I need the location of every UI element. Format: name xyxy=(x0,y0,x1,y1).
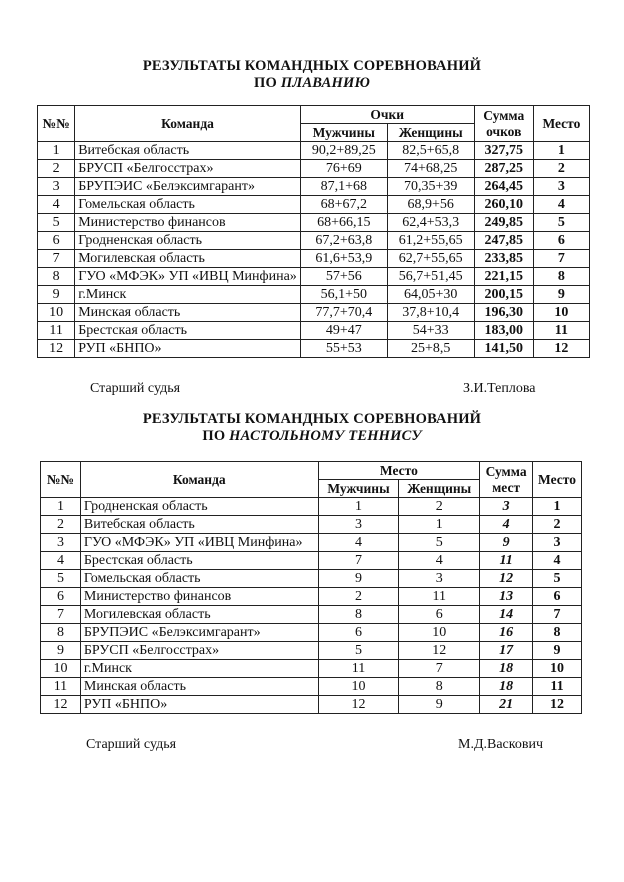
team-name: БРУСП «Белгосстрах» xyxy=(75,160,301,178)
sum-value: 12 xyxy=(480,570,533,588)
team-name: РУП «БНПО» xyxy=(75,340,301,358)
header-men: Мужчины xyxy=(318,480,399,498)
team-name: Министерство финансов xyxy=(75,214,301,232)
sum-value: 18 xyxy=(480,678,533,696)
swimming-title-line1: РЕЗУЛЬТАТЫ КОМАНДНЫХ СОРЕВНОВАНИЙ xyxy=(142,58,482,74)
row-number: 12 xyxy=(41,696,81,714)
sum-value: 260,10 xyxy=(474,196,533,214)
table-row xyxy=(38,232,590,250)
team-name: Могилевская область xyxy=(80,606,318,624)
men-value: 76+69 xyxy=(300,160,387,178)
women-value: 6 xyxy=(399,606,480,624)
women-value: 74+68,25 xyxy=(387,160,474,178)
tennis-sport-name: НАСТОЛЬНОМУ ТЕННИСУ xyxy=(229,428,422,444)
men-value: 68+66,15 xyxy=(300,214,387,232)
row-number: 9 xyxy=(38,286,75,304)
header-team: Команда xyxy=(80,462,318,498)
sum-value: 141,50 xyxy=(474,340,533,358)
table-row xyxy=(38,214,590,232)
row-number: 12 xyxy=(38,340,75,358)
men-value: 4 xyxy=(318,534,399,552)
men-value: 5 xyxy=(318,642,399,660)
row-number: 2 xyxy=(38,160,75,178)
tennis-judge-label: Старший судья xyxy=(86,737,177,752)
men-value: 9 xyxy=(318,570,399,588)
team-name: Брестская область xyxy=(75,322,301,340)
women-value: 37,8+10,4 xyxy=(387,304,474,322)
men-value: 49+47 xyxy=(300,322,387,340)
women-value: 61,2+55,65 xyxy=(387,232,474,250)
row-number: 11 xyxy=(38,322,75,340)
header-place: Место xyxy=(533,462,582,498)
team-name: БРУПЭИС «Белэксимгарант» xyxy=(75,178,301,196)
table-row xyxy=(38,286,590,304)
sum-value: 9 xyxy=(480,534,533,552)
sum-value: 17 xyxy=(480,642,533,660)
row-number: 4 xyxy=(38,196,75,214)
place-value: 12 xyxy=(533,696,582,714)
row-number: 8 xyxy=(41,624,81,642)
swimming-results-table xyxy=(37,105,590,358)
header-num: №№ xyxy=(41,462,81,498)
table-row xyxy=(41,516,582,534)
tennis-title-line1: РЕЗУЛЬТАТЫ КОМАНДНЫХ СОРЕВНОВАНИЙ xyxy=(142,411,482,427)
sum-value: 183,00 xyxy=(474,322,533,340)
sum-value: 287,25 xyxy=(474,160,533,178)
row-number: 5 xyxy=(41,570,81,588)
tennis-results-table xyxy=(40,461,582,714)
women-value: 70,35+39 xyxy=(387,178,474,196)
team-name: Витебская область xyxy=(75,142,301,160)
sum-value: 18 xyxy=(480,660,533,678)
team-name: Гомельская область xyxy=(75,196,301,214)
swimming-title-line2: ПО ПЛАВАНИЮ xyxy=(254,75,370,91)
header-points: Очки xyxy=(300,106,474,124)
sum-value: 249,85 xyxy=(474,214,533,232)
team-name: Гродненская область xyxy=(80,498,318,516)
men-value: 6 xyxy=(318,624,399,642)
row-number: 6 xyxy=(41,588,81,606)
row-number: 3 xyxy=(41,534,81,552)
team-name: Минская область xyxy=(80,678,318,696)
women-value: 3 xyxy=(399,570,480,588)
team-name: г.Минск xyxy=(80,660,318,678)
row-number: 9 xyxy=(41,642,81,660)
place-value: 4 xyxy=(533,196,589,214)
team-name: БРУПЭИС «Белэксимгарант» xyxy=(80,624,318,642)
place-value: 10 xyxy=(533,304,589,322)
men-value: 57+56 xyxy=(300,268,387,286)
women-value: 7 xyxy=(399,660,480,678)
women-value: 68,9+56 xyxy=(387,196,474,214)
women-value: 12 xyxy=(399,642,480,660)
sum-value: 16 xyxy=(480,624,533,642)
table-row xyxy=(38,196,590,214)
team-name: РУП «БНПО» xyxy=(80,696,318,714)
row-number: 6 xyxy=(38,232,75,250)
table-row xyxy=(41,570,582,588)
tennis-title xyxy=(0,411,624,445)
row-number: 3 xyxy=(38,178,75,196)
header-place-group: Место xyxy=(318,462,480,480)
team-name: ГУО «МФЭК» УП «ИВЦ Минфина» xyxy=(75,268,301,286)
table-row xyxy=(41,642,582,660)
place-value: 9 xyxy=(533,642,582,660)
sum-value: 14 xyxy=(480,606,533,624)
women-value: 4 xyxy=(399,552,480,570)
header-sum: Сумма мест xyxy=(480,462,533,498)
place-value: 12 xyxy=(533,340,589,358)
table-row xyxy=(38,322,590,340)
women-value: 82,5+65,8 xyxy=(387,142,474,160)
place-value: 6 xyxy=(533,588,582,606)
men-value: 12 xyxy=(318,696,399,714)
table-row xyxy=(38,250,590,268)
table-row xyxy=(38,340,590,358)
sum-value: 264,45 xyxy=(474,178,533,196)
team-name: Гомельская область xyxy=(80,570,318,588)
team-name: БРУСП «Белгосстрах» xyxy=(80,642,318,660)
table-row xyxy=(41,696,582,714)
women-value: 5 xyxy=(399,534,480,552)
men-value: 55+53 xyxy=(300,340,387,358)
team-name: Брестская область xyxy=(80,552,318,570)
place-value: 3 xyxy=(533,178,589,196)
place-value: 1 xyxy=(533,142,589,160)
sum-value: 13 xyxy=(480,588,533,606)
sum-value: 233,85 xyxy=(474,250,533,268)
team-name: Могилевская область xyxy=(75,250,301,268)
sum-value: 3 xyxy=(480,498,533,516)
women-value: 1 xyxy=(399,516,480,534)
women-value: 11 xyxy=(399,588,480,606)
women-value: 54+33 xyxy=(387,322,474,340)
men-value: 7 xyxy=(318,552,399,570)
header-women: Женщины xyxy=(399,480,480,498)
header-sum: Сумма очков xyxy=(474,106,533,142)
place-value: 5 xyxy=(533,570,582,588)
table-row xyxy=(41,498,582,516)
header-team: Команда xyxy=(75,106,301,142)
place-value: 11 xyxy=(533,322,589,340)
sum-value: 21 xyxy=(480,696,533,714)
team-name: Гродненская область xyxy=(75,232,301,250)
team-name: Минская область xyxy=(75,304,301,322)
women-value: 2 xyxy=(399,498,480,516)
tennis-judge-name: М.Д.Васкович xyxy=(458,737,543,752)
team-name: Витебская область xyxy=(80,516,318,534)
table-row xyxy=(41,660,582,678)
men-value: 61,6+53,9 xyxy=(300,250,387,268)
men-value: 68+67,2 xyxy=(300,196,387,214)
swimming-sport-name: ПЛАВАНИЮ xyxy=(280,75,370,91)
table-row xyxy=(41,624,582,642)
women-value: 62,7+55,65 xyxy=(387,250,474,268)
table-row xyxy=(41,678,582,696)
header-num: №№ xyxy=(38,106,75,142)
sum-value: 327,75 xyxy=(474,142,533,160)
place-value: 1 xyxy=(533,498,582,516)
sum-value: 200,15 xyxy=(474,286,533,304)
sum-value: 196,30 xyxy=(474,304,533,322)
place-value: 7 xyxy=(533,606,582,624)
swimming-title xyxy=(0,58,624,92)
table-row xyxy=(41,588,582,606)
swimming-judge-name: З.И.Теплова xyxy=(463,381,536,396)
row-number: 7 xyxy=(38,250,75,268)
row-number: 11 xyxy=(41,678,81,696)
row-number: 7 xyxy=(41,606,81,624)
men-value: 8 xyxy=(318,606,399,624)
table-row xyxy=(41,534,582,552)
sum-value: 247,85 xyxy=(474,232,533,250)
place-value: 8 xyxy=(533,624,582,642)
women-value: 25+8,5 xyxy=(387,340,474,358)
team-name: г.Минск xyxy=(75,286,301,304)
table-row xyxy=(38,142,590,160)
place-value: 2 xyxy=(533,516,582,534)
place-value: 7 xyxy=(533,250,589,268)
women-value: 64,05+30 xyxy=(387,286,474,304)
place-value: 4 xyxy=(533,552,582,570)
row-number: 8 xyxy=(38,268,75,286)
men-value: 3 xyxy=(318,516,399,534)
women-value: 62,4+53,3 xyxy=(387,214,474,232)
place-value: 3 xyxy=(533,534,582,552)
table-row xyxy=(38,178,590,196)
men-value: 77,7+70,4 xyxy=(300,304,387,322)
header-men: Мужчины xyxy=(300,124,387,142)
women-value: 8 xyxy=(399,678,480,696)
table-row xyxy=(41,552,582,570)
men-value: 67,2+63,8 xyxy=(300,232,387,250)
row-number: 10 xyxy=(41,660,81,678)
swimming-judge-label: Старший судья xyxy=(90,381,181,396)
row-number: 10 xyxy=(38,304,75,322)
men-value: 87,1+68 xyxy=(300,178,387,196)
women-value: 9 xyxy=(399,696,480,714)
row-number: 1 xyxy=(38,142,75,160)
men-value: 90,2+89,25 xyxy=(300,142,387,160)
men-value: 2 xyxy=(318,588,399,606)
sum-value: 4 xyxy=(480,516,533,534)
tennis-title-line2: ПО НАСТОЛЬНОМУ ТЕННИСУ xyxy=(202,428,422,444)
sum-value: 11 xyxy=(480,552,533,570)
table-row xyxy=(41,606,582,624)
women-value: 56,7+51,45 xyxy=(387,268,474,286)
men-value: 56,1+50 xyxy=(300,286,387,304)
men-value: 1 xyxy=(318,498,399,516)
team-name: ГУО «МФЭК» УП «ИВЦ Минфина» xyxy=(80,534,318,552)
women-value: 10 xyxy=(399,624,480,642)
table-row xyxy=(38,160,590,178)
table-row xyxy=(38,268,590,286)
row-number: 1 xyxy=(41,498,81,516)
men-value: 11 xyxy=(318,660,399,678)
table-row xyxy=(38,304,590,322)
row-number: 5 xyxy=(38,214,75,232)
place-value: 5 xyxy=(533,214,589,232)
row-number: 2 xyxy=(41,516,81,534)
place-value: 2 xyxy=(533,160,589,178)
place-value: 8 xyxy=(533,268,589,286)
header-women: Женщины xyxy=(387,124,474,142)
place-value: 6 xyxy=(533,232,589,250)
men-value: 10 xyxy=(318,678,399,696)
sum-value: 221,15 xyxy=(474,268,533,286)
team-name: Министерство финансов xyxy=(80,588,318,606)
place-value: 11 xyxy=(533,678,582,696)
place-value: 9 xyxy=(533,286,589,304)
header-place: Место xyxy=(533,106,589,142)
row-number: 4 xyxy=(41,552,81,570)
place-value: 10 xyxy=(533,660,582,678)
